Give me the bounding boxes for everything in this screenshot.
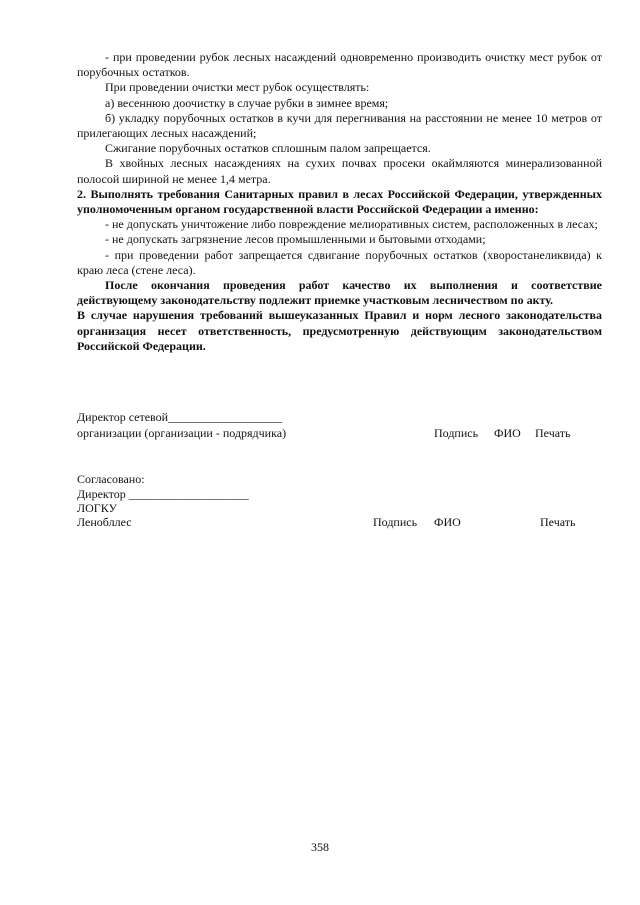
paragraph: В случае нарушения требований вышеуказанных Правил и норм лесного законодательства организация несет ответственность, предусмотренную действующим законодательством Российской Федерации. <box>77 308 602 353</box>
signature-org-label: организации (организации - подрядчика) <box>77 426 287 440</box>
signature-label: Подпись <box>434 426 479 440</box>
paragraph: После окончания проведения работ качество их выполнения и соответствие действующему законодательству подлежит приемке участковым лесничеством по акту. <box>77 278 602 308</box>
signature-line-director: Директор сетевой___________________ <box>77 410 283 424</box>
org-name: ЛОГКУ <box>77 501 118 515</box>
stamp-label: Печать <box>535 426 571 440</box>
section-heading: 2. Выполнять требования Санитарных правил в лесах Российской Федерации, утвержденных уполномоченным органом государственной власти Российской Федерации а именно: <box>77 186 602 217</box>
paragraph: - не допускать загрязнение лесов промышленными и бытовыми отходами; <box>105 232 486 247</box>
signature-line-director-2: Директор ____________________ <box>77 487 249 501</box>
signature-label-2: Подпись <box>373 515 418 529</box>
paragraph: - при проведении работ запрещается сдвигание порубочных остатков (хворостанеликвида) к краю леса (стене леса). <box>77 247 602 277</box>
paragraph: В хвойных лесных насаждениях на сухих почвах просеки окаймляются минерализованной полосой шириной не менее 1,4 метра. <box>77 156 602 186</box>
org-name-2: Ленобллес <box>77 515 132 529</box>
paragraph: Сжигание порубочных остатков сплошным палом запрещается. <box>105 141 431 156</box>
fio-label-2: ФИО <box>434 515 461 529</box>
paragraph: б) укладку порубочных остатков в кучи для перегнивания на расстоянии не менее 10 метров от прилегающих лесных насаждений; <box>77 110 602 141</box>
stamp-label-2: Печать <box>540 515 576 529</box>
paragraph: При проведении очистки мест рубок осуществлять: <box>105 80 370 95</box>
body-text <box>77 50 602 354</box>
paragraph: - при проведении рубок лесных насаждений одновременно производить очистку мест рубок от порубочных остатков. <box>77 50 602 80</box>
fio-label: ФИО <box>494 426 521 440</box>
paragraph: а) весеннюю доочистку в случае рубки в зимнее время; <box>105 95 389 110</box>
paragraph: - не допускать уничтожение либо повреждение мелиоративных систем, расположенных в лесах; <box>105 217 598 232</box>
agreed-label: Согласовано: <box>77 472 145 486</box>
page-number: 358 <box>311 840 329 854</box>
